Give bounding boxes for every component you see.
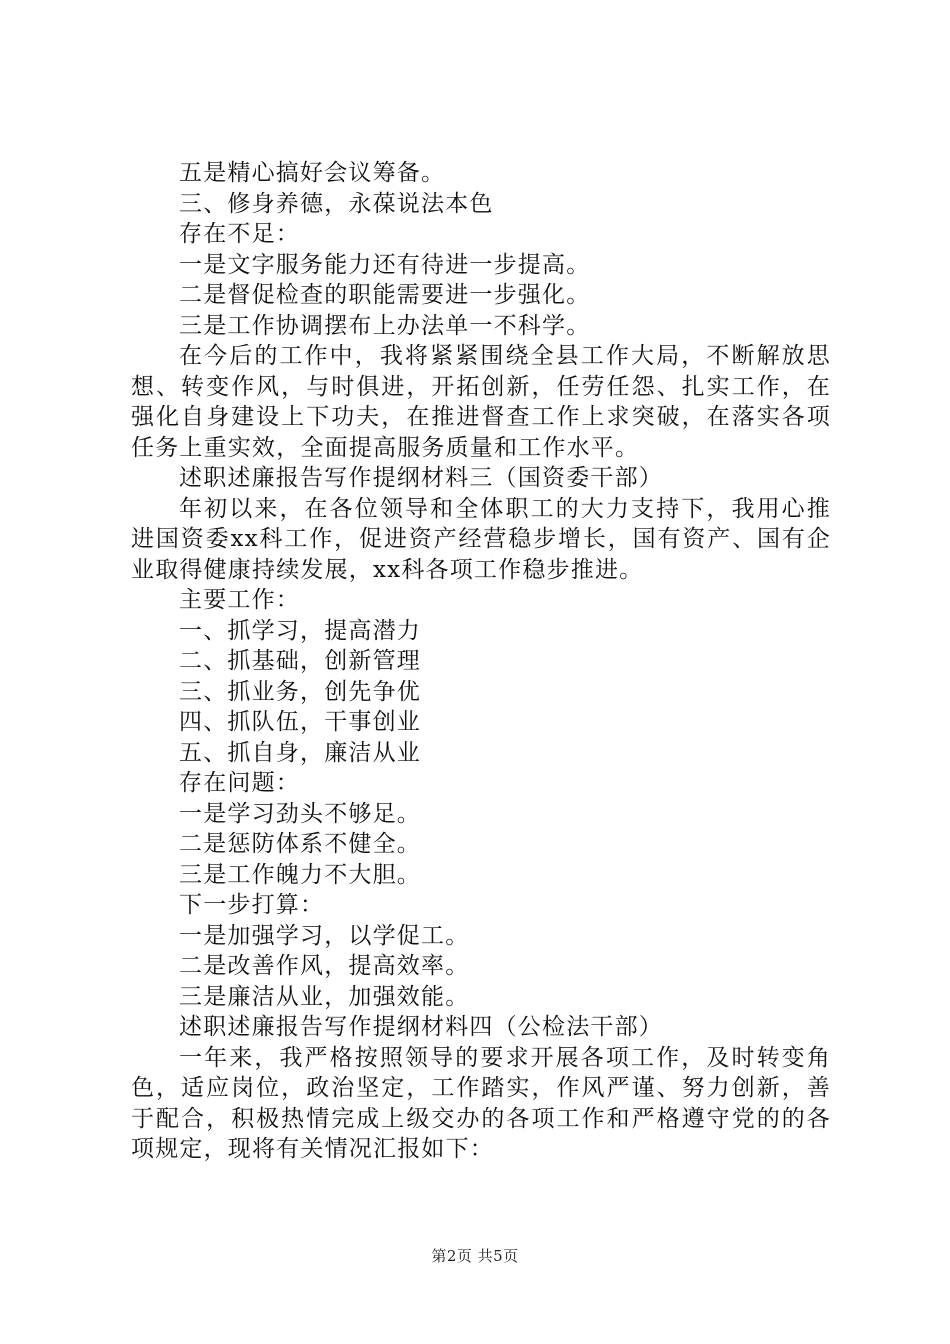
text-line: 三是工作魄力不大胆。	[179, 861, 421, 888]
section-heading: 述职述廉报告写作提纲材料四（公检法干部）	[179, 1014, 663, 1040]
text-line: 一是文字服务能力还有待进一步提高。	[179, 251, 591, 278]
paragraph: 在今后的工作中，我将紧紧围绕全县工作大局，不断解放思想、转变作风，与时俱进，开拓创新，任劳任怨、扎实工作，在强化自身建设上下功夫，在推进督查工作上求突破，在落实各项任务上重实效，全面提高服务质量和工作水平。	[131, 343, 831, 461]
page-number-footer: 第2页 共5页	[431, 1247, 519, 1265]
section-heading: 述职述廉报告写作提纲材料三（国资委干部）	[179, 465, 663, 491]
text-line: 一、抓学习，提高潜力	[179, 617, 421, 644]
text-line: 下一步打算：	[179, 892, 325, 918]
text-line: 五是精心搞好会议筹备。	[179, 160, 446, 186]
text-line: 三是廉洁从业，加强效能。	[179, 983, 470, 1010]
text-line: 一是学习劲头不够足。	[179, 800, 421, 827]
document-body	[131, 158, 831, 1165]
text-line: 二是督促检查的职能需要进一步强化。	[179, 282, 591, 308]
text-line: 四、抓队伍，干事创业	[179, 709, 421, 735]
section-heading: 三、修身养德，永葆说法本色	[179, 190, 494, 217]
text-line: 一是加强学习，以学促工。	[179, 922, 470, 949]
text-line: 二是惩防体系不健全。	[179, 831, 421, 857]
text-line: 五、抓自身，廉洁从业	[179, 739, 421, 766]
paragraph: 年初以来，在各位领导和全体职工的大力支持下，我用心推进国资委xx科工作，促进资产经营稳步增长，国有资产、国有企业取得健康持续发展，xx科各项工作稳步推进。	[131, 495, 831, 583]
text-line: 二、抓基础，创新管理	[179, 648, 421, 674]
text-line: 三、抓业务，创先争优	[179, 678, 421, 705]
text-line: 主要工作：	[179, 587, 300, 613]
text-line: 三是工作协调摆布上办法单一不科学。	[179, 312, 591, 339]
paragraph: 一年来，我严格按照领导的要求开展各项工作，及时转变角色，适应岗位，政治坚定，工作踏实，作风严谨、努力创新，善于配合，积极热情完成上级交办的各项工作和严格遵守党的的各项规定，现将有关情况汇报如下：	[131, 1044, 831, 1162]
text-line: 存在问题：	[179, 770, 300, 796]
text-line: 存在不足：	[179, 221, 300, 247]
text-line: 二是改善作风，提高效率。	[179, 953, 470, 979]
